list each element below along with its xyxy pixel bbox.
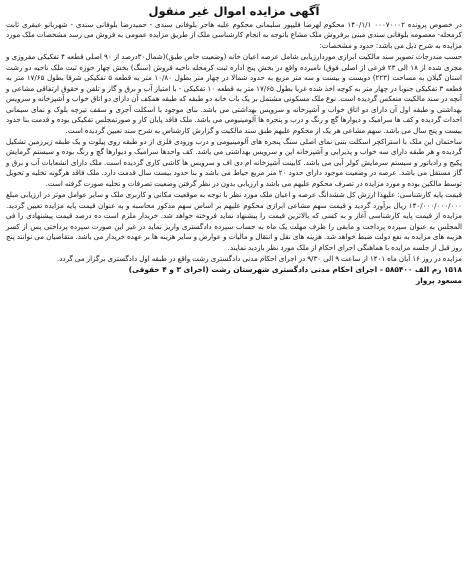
notice-paragraph-price-and-terms: قیمت پایه کارشناسی: علیهذا ارزش کل ششدانگ عرصه و اعیان ملک مورد نظر با توجه به موقعیت مکانی و کاربری ملک و سایر عوامل موثر در ارزیابی مبلغ ۱۴۰/۰۰۰/۰۰۰/۰۰۰ ریال برآورد گردید و قیمت سهم مشاعی ابرازی محکوم علیهم بر اساس سهم مذکور محاسبه و به عنوان قیمت پایه مزایده تعیین گردید. مزایده از قیمت پایه کارشناسی آغاز و به کسی که بالاترین قیمت را پیشنهاد نماید فروخته خواهد شد. خریدار ملزم است ده درصد قیمت پیشنهادی را فی المجلس به عنوان سپرده پرداخت و مابقی را ظرف مهلت یک ماه به حساب سپرده دادگستری واریز نماید در غیر این صورت سپرده پرداختی پس از کسر هزینه های مزایده به نفع دولت ضبط خواهد شد. هزینه های نقل و انتقال و مالیات و عوارض و سایر هزینه ها بر عهده خریدار می باشد. متقاضیان می توانند پنج روز قبل از جلسه مزایده با هماهنگی اجرای احکام از ملک مورد نظر بازدید نمایند. (6, 190, 462, 252)
notice-paragraph-building-description: ساختمان این ملک با استراکچر اسکلت بتنی نمای اصلی سنگ پنجره های آلومینیومی و درب ورودی فلزی از دو طبقه روی پیلوت و یک طبقه زیرزمین تشکیل گردیده و هر طبقه دارای سه خواب و پذیرایی و آشپزخانه اپن و سرویس بهداشتی می باشد. کف واحدها سرامیک و دیوارها گچ و رنگ بوده و سیستم گرمایش پکیج و رادیاتور و سیستم سرمایش کولر آبی می باشد. کابینت آشپزخانه ام دی اف و سرویس ها کاشی کاری گردیده است. ملک دارای انشعابات آب و برق و گاز مستقل می باشد. عرصه در وضعیت موجود دارای حدود ۲۰ متر مربع حیاط می باشد و بنا حدود بیست سال قدمت دارد. ملک فاقد هرگونه تخلیه و تحویل توسط مالکین بوده و مورد مزایده در تصرف محکوم علیهم می باشد و ارزیابی بدون در نظر گرفتن وضعیت تصرفات و تخلیه صورت گرفته است. (6, 136, 462, 188)
notice-paragraph-property-description: حسب مندرجات تصویر سند مالکیت ابرازی موردارزیابی شامل عرصه اعیان خانه (وضعیت خاص طبق)(شمال۳۰درصد از ۹۰ اصلی قطعه ۴ تفکیکی مفروزی و مجزی شده از ۱۸ الی ۲۳ فرعی از اصلی فوق) نامبرده واقع در بخش پنج اداره ثبت کرمحله ناحیه فروش (سنگ) بخش چهار حوزه ثبت ملک ناحیه دو رشت استان گیلان به مساحت (۲۲۳) دویست و بیست و سه متر مربع به حدود شمالا در چهار متر بطول ۱۰/۸۰ متر به قطعه ۵ تفکیکی شرقا بطول ۱۷/۶۵ متر به قطعه ۳ تفکیکی جنوبا در چهار متر به کوچه اخذ شده غربا بطول ۱۷/۶۵ متر به قطعه ۱۰ تفکیکی - با امتیاز آب و برق و گاز و تلفن و حقوق ارتفاقی مشاعی و آنچه در سند مالکیت منعکس گردیده است. نوع ملک مسکونی مشتمل بر یک باب خانه دو طبقه که طبقه همکف آن دارای دو اتاق خواب و آشپزخانه و سرویس بهداشتی و طبقه اول آن دارای دو اتاق خواب و آشپزخانه و سرویس بهداشتی می باشد. بنای موجود با اسکلت آجری و سقف تیرچه بلوک و نمای سیمانی احداث گردیده و کف ها سرامیک و دیوارها گچ و رنگ و درب و پنجره ها آلومینیومی می باشد. ملک فاقد پایان کار و صورتمجلس تفکیکی بوده و قدمت بنا حدود بیست و پنج سال می باشد. سهم مشاعی هر یک از محکوم علیهم طبق سند مالکیت و گزارش کارشناس به شرح سند تعیین گردیده است. (6, 52, 463, 135)
notice-title: آگهی مزایده اموال غیر منقول (148, 4, 320, 18)
notice-paragraph-auction-time: مزایده در روز ۱۶ آبان ماه ۱۴۰۱ از ساعت ۹ الی ۹/۳۰ در اجرای احکام مدنی دادگستری رشت واقع در طبقه اول دادگستری برگزار می گردد. (56, 253, 462, 263)
notice-reference: ۱۵۱۸ رم الف ۵۸۵۴۰۰ - اجرای احکام مدنی دادگستری شهرستان رشت (اجرای ۳ و ۴ حقوقی) (128, 265, 462, 275)
notice-paragraph-intro: در خصوص پرونده ۰۰۰۷۰۰۰۲ ۱۴۰/۱/۱ محکوم لهرضا قلیپور سلیمانی محکوم علیه هاجر بلوفانی سندی - حمیدرضا بلوفانی سندی - شهربانو عبقری ثابت کرمحله- معصومه بلوفانی سندی مبنی برفروش ملک مشاع باتوجه به انجام کارشناسی ملک از طریق مزایده عمومی به فروش می رسد مشخصات ملک مورد مزایده به شرح ذیل می باشد: حدود و مشخصات: (6, 20, 462, 50)
notice-footer (6, 265, 462, 286)
notice-signature: مسعود پروار (415, 276, 462, 286)
